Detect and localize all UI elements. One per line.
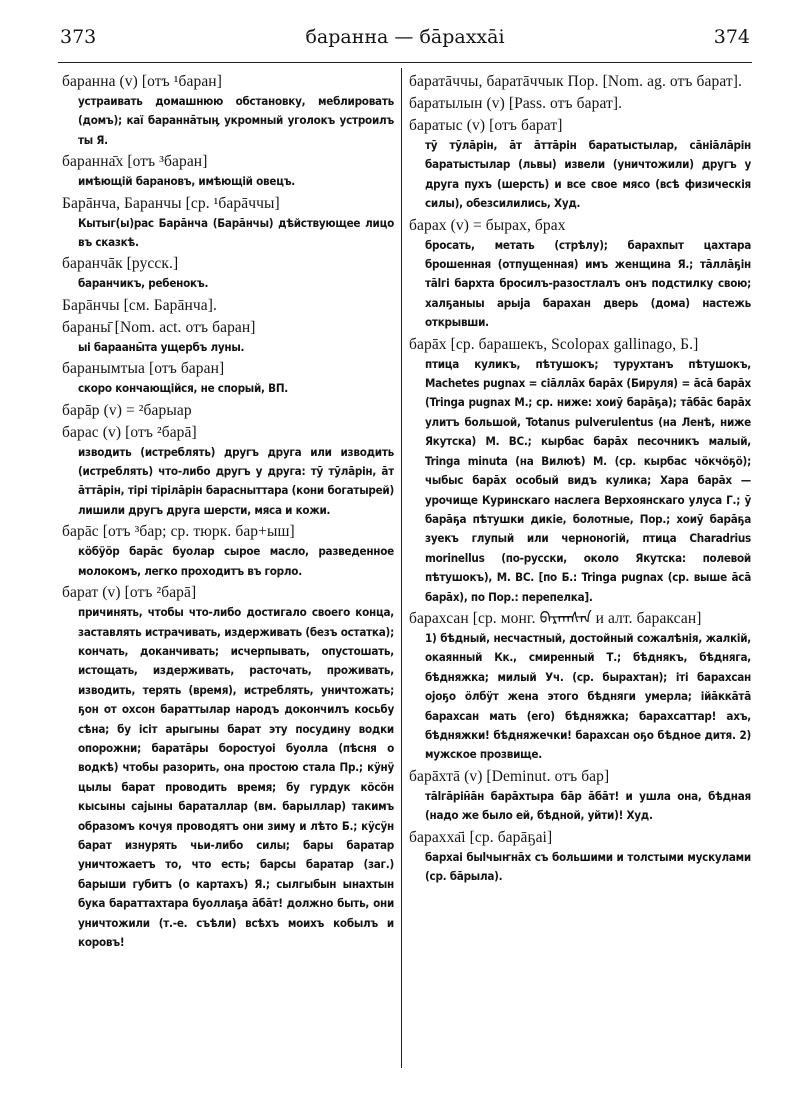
entry-headword: барāр (v) = ²барыар <box>62 401 192 419</box>
dictionary-entry <box>62 254 394 293</box>
dictionary-entry <box>409 216 751 333</box>
dictionary-entry <box>62 401 394 421</box>
right-column <box>409 72 751 1082</box>
entry-definition: бархаі быlчыҥнāх съ большими и толстыми мускулами (ср. бāрыла). <box>425 849 751 883</box>
column-divider <box>401 68 402 1068</box>
entry-headword: барат (v) [отъ ²барā] <box>62 584 197 602</box>
entry-definition: 1) бѣдный, несчастный, достойный сожалѣнія, жалкій, окаянный Кк., смиренный Т.; бѣднякъ, бѣдняга, бѣдняжка; милый Уч. (ср. бырахтан); іті барахсан ојоҕо ӧлбӱт жена этого бѣдняги умерла; ійāккāтā барахсан мать (его) бѣдняжка; барахсаттар! ахъ, бѣдняжки! бѣдняжечки! барахсан оҕо бѣдное дитя. 2) мужское прозвище. <box>425 630 751 762</box>
entry-definition: причинять, чтобы что-либо достигало своего конца, заставлять истрачивать, издерживать (безъ остатка); кончать, доканчивать; исчерпывать, опустошать, истощать, издерживать, расточать, проживать, изводить, терять (время), истреблять, уничтожать; ҕон от охсон бараттылар народъ докончилъ косьбу сѣна; бу ісіт арыгыны барат эту посудину водки опорожни; баратāры боростуоі буолла (пѣсня о водкѣ) чтобы разорить, она простою стала Пр.; кӱнӱ цылы барат проводить время; бу гурдук кӧсӧн кысыны сајыны бараталлар (вм. барыллар) такимъ образомъ кочуя проводятъ они зиму и лѣто Б.; кӱсӱн барат изнурять чьи-либо силы; бары баратар уничтожаетъ то, что есть; барсы баратар (заг.) барыши губитъ (о картахъ) Я.; сылгыбын ынахтын бука бараттахтара буоллаҕа āбāт! должно быть, они уничтожили (т.-е. съѣли) всѣхъ моихъ кобылъ и коровъ! <box>78 605 394 949</box>
dictionary-entry <box>409 116 751 214</box>
entry-definition: скоро кончающійся, не спорый, ВП. <box>78 381 289 396</box>
entry-headword: баранчāк [русск.] <box>62 255 179 273</box>
dictionary-entry <box>62 583 394 952</box>
entry-definition: ыі барааны̄та ущербъ луны. <box>78 339 245 354</box>
entry-headword: барāх [ср. барашекъ, Scolopax gallinago, Б.] <box>409 335 699 353</box>
entry-headword: барахха̄і [ср. барāҕаі] <box>409 828 553 846</box>
dictionary-entry <box>62 194 394 253</box>
dictionary-entry <box>62 522 394 581</box>
entry-headword: баранна̄х [отъ ³баран] <box>62 153 208 171</box>
dictionary-entry <box>409 828 751 887</box>
entry-headword: Барāнчы [см. Барāнча]. <box>62 296 218 314</box>
entry-headword: барāхтā (v) [Deminut. отъ бар] <box>409 767 610 785</box>
dictionary-entry <box>62 423 394 521</box>
entry-headword: барахсан [ср. монг. ᠪᠠᠷᠠᠭᠰᠠᠨ и алт. бараксан] <box>409 609 702 627</box>
entry-headword: бараны̄ [Nom. act. отъ баран] <box>62 318 256 336</box>
entry-headword: баратāччы, баратāччык Пор. [Nom. ag. отъ барат]. <box>409 73 743 90</box>
dictionary-entry <box>409 72 751 92</box>
entry-definition: бросать, метать (стрѣлу); барахпыт цахтара брошенная (отпущенная) имъ женщина Я.; тāллāҕін тālгі бархта бросилъ-разостлалъ онъ подстилку свою; халҕаныы арыја барахан дверь (дома) настежь открывши. <box>425 237 751 330</box>
dictionary-entry <box>409 609 751 765</box>
entry-headword: баратылын (v) [Pass. отъ барат]. <box>409 95 623 112</box>
page-header <box>60 26 750 52</box>
entry-definition: птица куликъ, пѣтушокъ; турухтанъ пѣтушокъ, Machetes pugnax = сіāллāх барāх (Бируля) = āсā барāх (Tringa pugnax М.; ср. ниже: хоиӯ барāҕа); тāбāс барāх улитъ большой, Totanus pulverulentus (на Ленѣ, ниже Якутска) М. ВС.; кырбас барāх песочникъ малый, Tringa minuta (на Вилюѣ) М. (ср. кырбас чӧкчӧҕӧ); чыбыс барāх особый видъ кулика; Хара барāх — урочище Куринскаго наслега Верхоянскаго улуса Г.; ӯ барāҕа пѣтушки дикіе, болотные, Пор.; хоиӯ барāҕа зуекъ глупый или черноногій, птица Charadrius morinellus (по-русски, около Якутска: полевой пѣтушокъ), М. ВС. [по Б.: Tringa pugnax (ср. выше āсā барāх), по Пор.: перепелка]. <box>425 356 751 604</box>
entry-definition: кӧбӱӧр барāс буолар сырое масло, разведенное молокомъ, легко проходитъ въ горло. <box>78 544 394 578</box>
entry-headword: барāс [отъ ³бар; ср. тюрк. бар+ыш] <box>62 523 295 541</box>
entry-headword: барас (v) [отъ ²барā] <box>62 423 197 441</box>
page-number-right: 374 <box>713 26 750 48</box>
dictionary-entry <box>62 318 394 357</box>
entry-definition: имѣющій барановъ, имѣющій овецъ. <box>78 174 295 189</box>
entry-definition: Кытыг(ы)рас Барāнча (Барāнчы) дѣйствующее лицо въ сказкѣ. <box>78 215 394 250</box>
page-number-left: 373 <box>60 26 97 48</box>
header-rule <box>58 62 752 63</box>
entry-definition: тӯ тӯлāрін, āт āттāрін баратыстылар, сāніāлāрін баратыстылар (львы) извели (уничтожили) другъ у друга пухъ (шерсть) и все свое мясо (всѣ физическія силы), обезсилились, Худ. <box>425 138 751 211</box>
dictionary-entry <box>409 94 751 114</box>
entry-definition: устраивать домашнюю обстановку, меблировать (домъ); каї баранна̄тыӊ укромный уголокъ устроилъ ты Я. <box>78 94 394 147</box>
left-column <box>62 72 394 1072</box>
entry-headword: баранна (v) [отъ ¹баран] <box>62 73 222 90</box>
dictionary-entry <box>62 296 394 316</box>
dictionary-entry <box>62 359 394 398</box>
running-head: баранна — бāрахха̄і <box>305 26 505 48</box>
entry-headword: Барāнча, Баранчы [ср. ¹барāччы] <box>62 194 280 212</box>
entry-definition: тālгāрін̄āн барāхтыра бāр āбāт! и ушла она, бѣдная (надо же было ей, бѣдной, уйти)! Худ. <box>425 788 751 823</box>
dictionary-entry <box>62 152 394 191</box>
entry-definition: изводить (истреблять) другъ друга или изводить (истреблять) что-либо другъ у друга: тӯ тӯлāрін, āт āттāрін, тірі тірілāрін барасныттара (кони богатырей) лишили другъ друга шерсти, мяса и кожи. <box>78 444 394 517</box>
dictionary-entry <box>62 72 394 150</box>
dictionary-entry <box>409 767 751 826</box>
entry-headword: барах (v) = бырах, брах <box>409 216 566 234</box>
entry-headword: баранымтыа [отъ баран] <box>62 360 225 378</box>
entry-headword: баратыс (v) [отъ барат] <box>409 117 563 134</box>
dictionary-entry <box>409 335 751 607</box>
entry-definition: баранчикъ, ребенокъ. <box>78 276 209 291</box>
